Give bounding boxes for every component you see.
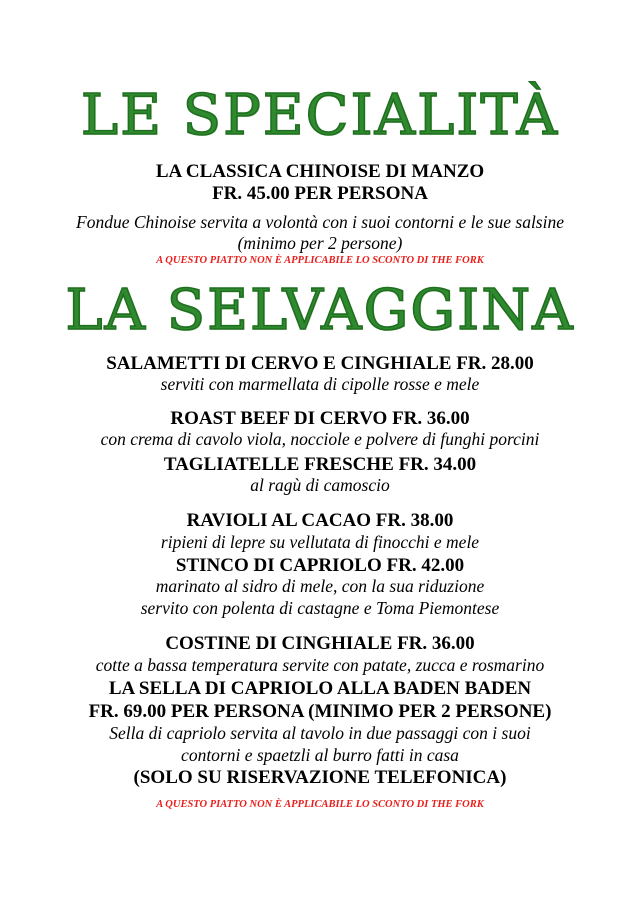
dish-desc-tagliatelle: al ragù di camoscio xyxy=(250,475,390,495)
dish-desc-roast-beef: con crema di cavolo viola, nocciole e polvere di funghi porcini xyxy=(100,429,540,449)
dish-desc-chinoise-1: Fondue Chinoise servita a volontà con i suoi contorni e le sue salsine xyxy=(76,212,564,232)
dish-name-tagliatelle: TAGLIATELLE FRESCHE FR. 34.00 xyxy=(163,454,477,475)
fork-discount-warning-2: A QUESTO PIATTO NON È APPLICABILE LO SCONTO DI THE FORK xyxy=(156,799,484,810)
dish-desc-sella-2: contorni e spaetzli al burro fatti in casa xyxy=(181,745,459,765)
dish-desc-salametti: serviti con marmellata di cipolle rosse e mele xyxy=(160,374,480,394)
dish-name-chinoise: LA CLASSICA CHINOISE DI MANZO xyxy=(155,161,485,182)
dish-price-chinoise: FR. 45.00 PER PERSONA xyxy=(212,183,428,204)
dish-name-costine: COSTINE DI CINGHIALE FR. 36.00 xyxy=(165,633,475,654)
fork-discount-warning: A QUESTO PIATTO NON È APPLICABILE LO SCONTO DI THE FORK xyxy=(156,255,484,266)
dish-price-sella: FR. 69.00 PER PERSONA (MINIMO PER 2 PERSONE) xyxy=(88,701,552,722)
section-title-specialita: LE SPECIALITÀ xyxy=(80,83,560,148)
dish-desc-chinoise-2: (minimo per 2 persone) xyxy=(237,233,403,253)
dish-desc-stinco-2: servito con polenta di castagne e Toma Piemontese xyxy=(140,598,500,618)
dish-name-ravioli: RAVIOLI AL CACAO FR. 38.00 xyxy=(186,510,454,531)
dish-name-roast-beef: ROAST BEEF DI CERVO FR. 36.00 xyxy=(170,408,470,429)
dish-desc-costine: cotte a bassa temperatura servite con patate, zucca e rosmarino xyxy=(95,655,545,675)
dish-name-stinco: STINCO DI CAPRIOLO FR. 42.00 xyxy=(175,555,465,576)
section-title-selvaggina: LA SELVAGGINA xyxy=(65,278,575,343)
dish-desc-ravioli: ripieni di lepre su vellutata di finocchi e mele xyxy=(160,532,480,552)
dish-desc-stinco-1: marinato al sidro di mele, con la sua riduzione xyxy=(155,576,485,596)
dish-note-sella: (SOLO SU RISERVAZIONE TELEFONICA) xyxy=(133,767,507,788)
dish-name-salametti: SALAMETTI DI CERVO E CINGHIALE FR. 28.00 xyxy=(106,353,534,374)
dish-name-sella: LA SELLA DI CAPRIOLO ALLA BADEN BADEN xyxy=(108,678,532,699)
dish-desc-sella-1: Sella di capriolo servita al tavolo in due passaggi con i suoi xyxy=(109,723,531,743)
